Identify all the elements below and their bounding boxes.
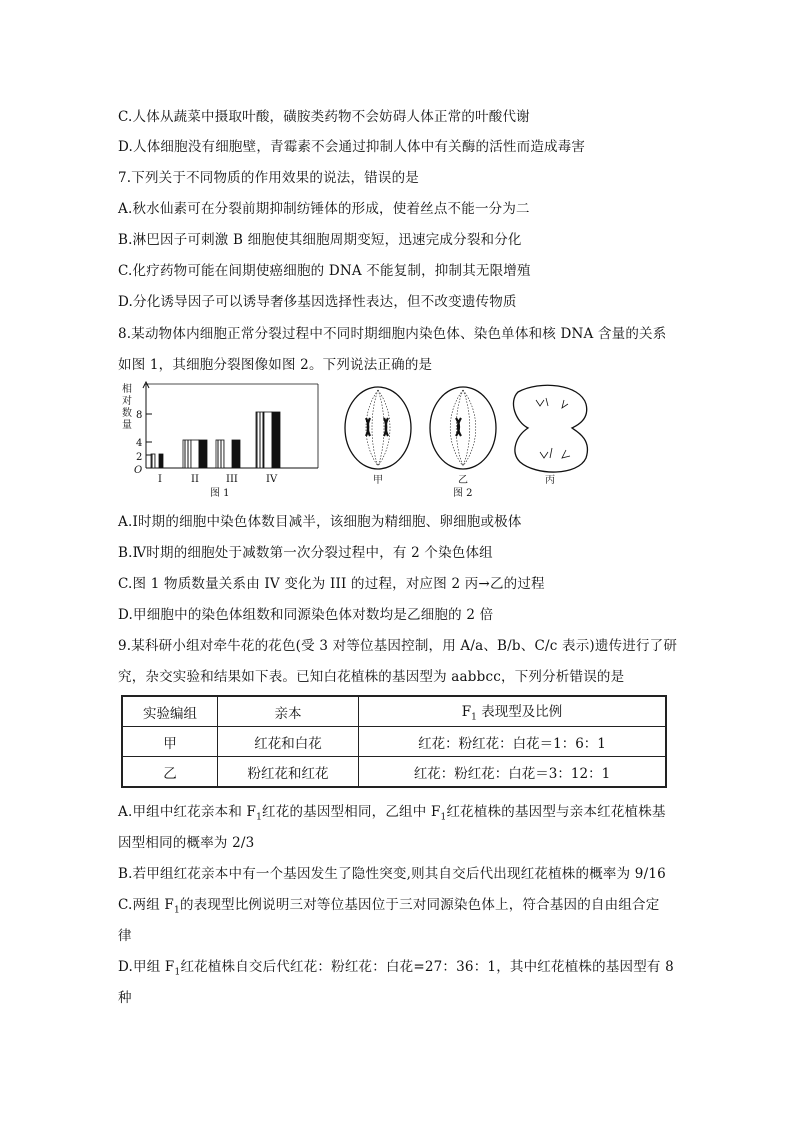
cell-yi-membrane xyxy=(430,387,496,469)
option-8a: A.Ⅰ时期的细胞中染色体数目减半，该细胞为精细胞、卵细胞或极体 xyxy=(118,514,522,530)
option-7a: A.秋水仙素可在分裂前期抑制纺锤体的形成，使着丝点不能一分为二 xyxy=(118,201,530,217)
x-tick-II: II xyxy=(191,474,199,485)
question-8-line1: 8.某动物体内细胞正常分裂过程中不同时期细胞内染色体、染色单体和核 DNA 含量的关系 xyxy=(118,326,667,342)
cell-yi-spindle xyxy=(450,390,476,466)
option-8b: B.Ⅳ时期的细胞处于减数第一次分裂过程中，有 2 个染色体组 xyxy=(118,545,493,561)
bar-II-series3 xyxy=(199,440,207,468)
question-8-line2: 如图 1，其细胞分裂图像如图 2。下列说法正确的是 xyxy=(118,357,433,373)
figure-2-caption: 图 2 xyxy=(453,488,473,499)
table-header-row xyxy=(122,696,666,727)
bar-IV-series1 xyxy=(256,412,264,468)
option-8d: D.甲细胞中的染色体组数和同源染色体对数均是乙细胞的 2 倍 xyxy=(118,607,494,623)
y-tick-4: 4 xyxy=(136,438,143,449)
option-9d-line1: D.甲组 $F_1$红花植株自交后代红花：粉红花：白花=27：36：1，其中红花植株的基因型有 8 xyxy=(118,959,674,978)
option-9a-line2: 因型相同的概率为 2/3 xyxy=(118,835,255,851)
table-cell: 甲 xyxy=(122,727,218,757)
bar-III-series3 xyxy=(232,440,240,468)
option-9c-line1: C.两组 $F_1$的表现型比例说明三对等位基因位于三对同源染色体上，符合基因的自由组合定 xyxy=(118,897,660,916)
x-tick-III: III xyxy=(226,474,238,485)
cell-jia-chromosomes xyxy=(366,418,388,436)
cell-bing-membrane xyxy=(513,385,587,472)
cell-label-jia: 甲 xyxy=(373,475,383,486)
ylabel-char: 相 xyxy=(122,384,132,395)
table-cell: 红花：粉红花：白花＝3：12：1 xyxy=(359,757,667,788)
bar-II-series1 xyxy=(183,440,191,468)
cell-bing-chromosomes xyxy=(536,398,570,458)
bar-II-series2 xyxy=(191,440,199,468)
header-group: 实验编组 xyxy=(122,696,218,727)
table-row xyxy=(122,727,666,757)
bar-I-series3 xyxy=(159,454,163,468)
cell-label-yi: 乙 xyxy=(458,475,468,486)
bar-IV-series2 xyxy=(264,412,272,468)
ylabel-char: 对 xyxy=(122,396,132,407)
header-parents: 亲本 xyxy=(218,696,359,727)
question-9-line1: 9.某科研小组对牵牛花的花色(受 3 对等位基因控制，用 A/a、B/b、C/c 表示)遗传进行了研 xyxy=(118,638,678,654)
cell-yi-chromosomes xyxy=(456,418,461,436)
option-9b: B.若甲组红花亲本中有一个基因发生了隐性突变,则其自交后代出现红花植株的概率为 9/16 xyxy=(118,866,666,882)
table-cell: 乙 xyxy=(122,757,218,788)
option-7b: B.淋巴因子可刺激 B 细胞使其细胞周期变短，迅速完成分裂和分化 xyxy=(118,232,522,248)
header-f1-phenotype: $F_1$ 表现型及比例 xyxy=(359,696,667,727)
option-6d: D.人体细胞没有细胞壁，青霉素不会通过抑制人体中有关酶的活性而造成毒害 xyxy=(118,139,586,155)
hybridization-table xyxy=(121,695,667,788)
y-origin: O xyxy=(134,465,143,476)
option-9d-line2: 种 xyxy=(118,990,132,1006)
option-9c-line2: 律 xyxy=(118,928,132,944)
figure-2-cell-images xyxy=(340,382,598,502)
table-cell: 粉红花和红花 xyxy=(218,757,359,788)
option-6c: C.人体从蔬菜中摄取叶酸，磺胺类药物不会妨碍人体正常的叶酸代谢 xyxy=(118,109,530,125)
table-row xyxy=(122,757,666,788)
question-9-line2: 究，杂交实验和结果如下表。已知白花植株的基因型为 aabbcc，下列分析错误的是 xyxy=(118,669,625,685)
option-7c: C.化疗药物可能在间期使癌细胞的 DNA 不能复制，抑制其无限增殖 xyxy=(118,263,531,279)
option-9a-line1: A.甲组中红花亲本和 $F_1$红花的基因型相同，乙组中 $F_1$红花植株的基因型与亲本红花植株基 xyxy=(118,804,666,823)
table-cell: 红花和白花 xyxy=(218,727,359,757)
table-cell: 红花：粉红花：白花＝1：6：1 xyxy=(359,727,667,757)
option-7d: D.分化诱导因子可以诱导奢侈基因选择性表达，但不改变遗传物质 xyxy=(118,294,517,310)
y-tick-2: 2 xyxy=(136,452,143,463)
option-8c: C.图 1 物质数量关系由 IV 变化为 III 的过程，对应图 2 丙→乙的过程 xyxy=(118,576,545,592)
x-tick-IV: IV xyxy=(266,474,278,485)
cell-jia-membrane xyxy=(345,387,411,469)
ylabel-char: 数 xyxy=(122,408,132,419)
bar-IV-series3 xyxy=(272,412,280,468)
x-tick-I: I xyxy=(158,474,162,485)
figure-1-caption: 图 1 xyxy=(210,488,230,499)
y-tick-8: 8 xyxy=(136,410,143,421)
bar-III-series1 xyxy=(216,440,224,468)
ylabel-char: 量 xyxy=(122,420,132,431)
bar-I-series1 xyxy=(151,454,155,468)
cell-label-bing: 丙 xyxy=(545,475,555,486)
question-7: 7.下列关于不同物质的作用效果的说法，错误的是 xyxy=(118,170,419,186)
figure-1-bar-chart xyxy=(118,380,323,502)
